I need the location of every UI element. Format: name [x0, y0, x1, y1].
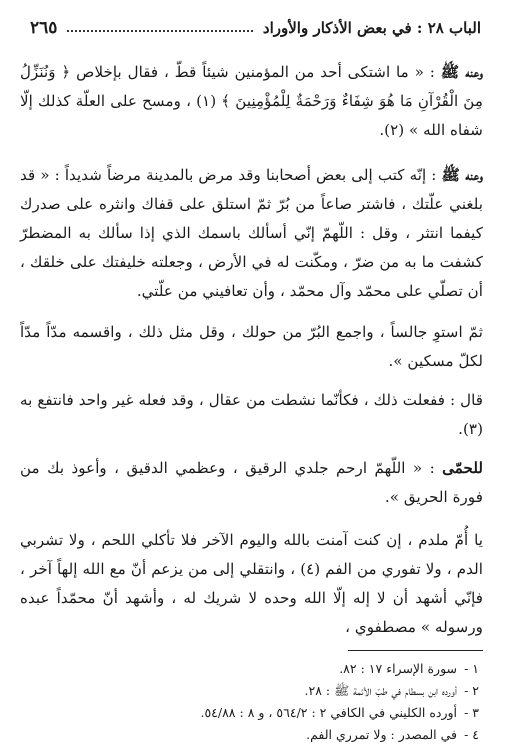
paragraph	[20, 386, 483, 444]
footnote-text: سورة الإسراء ١٧ : ٨٢.	[339, 661, 458, 676]
footnote	[26, 680, 479, 702]
footnote-text: في المصدر : ولا تمرري الفم.	[306, 727, 458, 742]
footnote-number: ١ -	[464, 661, 479, 676]
footnote-divider	[348, 650, 483, 651]
paragraph	[20, 58, 483, 145]
footnote	[26, 702, 479, 724]
footnote-number: ٤ -	[464, 727, 479, 742]
paragraph-text: يا أُمّ ملدم ، إن كنت آمنت بالله واليوم الآخر فلا تأكلي اللحم ، ولا تشربي الدم ، ولا تفوري من الفم (٤) ، وانتقلي إلى من يزعم أنّ مع الله إلهاً آخر ، فإنّي أشهد أن لا إله إلّا الله وحده لا شريك له ، وأشهد أنّ محمّداً عبده ورسوله » مصطفوي ،	[20, 531, 483, 636]
paragraph	[20, 454, 483, 512]
paragraph	[20, 318, 483, 376]
main-text	[20, 58, 483, 642]
footnote-text: أورده ابن بسطام في طبّ الأئمة ﷺ : ٢٨.	[304, 683, 458, 698]
paragraph-text: : « اللّهمّ ارحم جلدي الرقيق ، وعظمي الدقيق ، وأعوذ بك من فورة الحريق ».	[20, 459, 483, 506]
paragraph-text: : « ما اشتكى أحد من المؤمنين شيئاً قطّ ، فقال بإخلاص ﴿ وَنُنَزِّلُ مِنَ الْقُرْآنِ مَا هُوَ شِفَاءٌ وَرَحْمَةٌ لِلْمُؤْمِنِينَ ﴾ (١) ، ومسح على العلّة كذلك إلّا شفاه الله » (٢).	[20, 63, 483, 139]
page-number: ٢٦٥	[30, 18, 58, 38]
footnote-number: ٣ -	[464, 705, 479, 720]
running-header	[30, 14, 481, 42]
paragraph-text: ثمّ استوِ جالساً ، واجمع البُرّ من حولك ، وقل مثل ذلك ، واقسمه مدّاً مدّاً لكلّ مسكين ».	[20, 323, 483, 370]
paragraph	[20, 161, 483, 306]
paragraph-text: : إنّه كتب إلى بعض أصحابنا وقد مرض بالمدينة مرضاً شديداً : « قد بلغني علّتك ، فاشتر صاعاً من بُرّ ثمّ استلق على قفاك وانثره على صدرك كيفما انتثر ، وقل : اللّهمّ إنّي أسألك باسمك الذي إذا سألك به المضطرّ كشفت ما به من ضرّ ، ومكّنت له في الأرض ، وجعلته خليفتك على خلقك ، أن تصلّي على محمّد وآل محمّد ، وأن تعافيني من علّتي.	[20, 166, 483, 300]
footnote	[26, 658, 479, 680]
footnote-text: أورده الكليني في الكافي ٢ : ٥٦٤/٢ ، و ٨ : ٥٤/٨٨.	[200, 705, 458, 720]
paragraph-lead: وعنه ﷺ	[441, 166, 483, 184]
paragraph-lead: للحمّى	[442, 459, 483, 477]
footnote	[26, 724, 479, 746]
paragraph-lead: وعنه ﷺ	[440, 63, 483, 81]
paragraph	[20, 526, 483, 642]
footnotes	[26, 658, 479, 746]
header-leader-dots	[67, 30, 253, 32]
chapter-title: الباب ٢٨ : في بعض الأذكار والأوراد	[262, 19, 481, 37]
paragraph-text: قال : ففعلت ذلك ، فكأنّما نشطت من عقال ، وقد فعله غير واحد فانتفع به (٣).	[20, 391, 483, 438]
footnote-number: ٢ -	[464, 683, 479, 698]
